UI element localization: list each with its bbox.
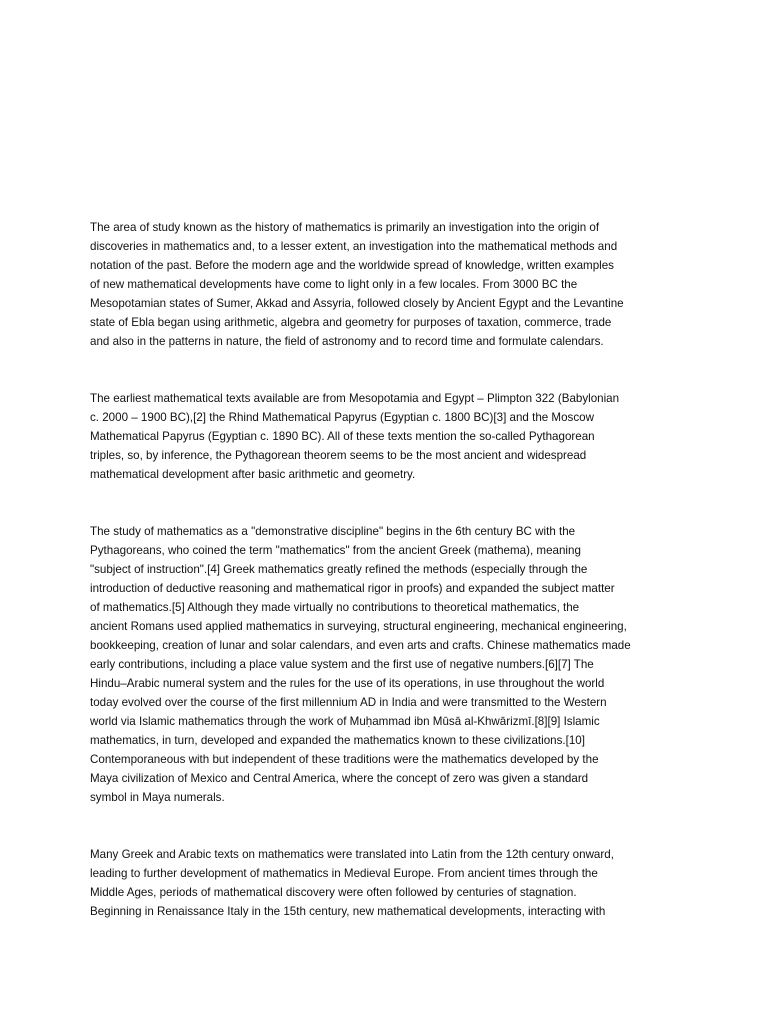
text-line: Maya civilization of Mexico and Central America, where the concept of zero was given a standard [90, 772, 589, 785]
text-line: world via Islamic mathematics through the work of Muḥammad ibn Mūsā al-Khwārizmī.[8][9] Islamic [90, 715, 600, 728]
text-line: Contemporaneous with but independent of these traditions were the mathematics developed by the [90, 753, 599, 766]
text-line: Pythagoreans, who coined the term "mathematics" from the ancient Greek (mathema), meaning [90, 544, 581, 557]
text-line: leading to further development of mathematics in Medieval Europe. From ancient times through the [90, 867, 598, 880]
text-line: Mathematical Papyrus (Egyptian c. 1890 BC). All of these texts mention the so-called Pythagorean [90, 430, 595, 443]
paragraph [90, 218, 680, 351]
text-line: Many Greek and Arabic texts on mathematics were translated into Latin from the 12th century onward, [90, 848, 614, 861]
text-line: notation of the past. Before the modern age and the worldwide spread of knowledge, written examples [90, 259, 614, 272]
text-line: Beginning in Renaissance Italy in the 15th century, new mathematical developments, interacting with [90, 905, 606, 918]
text-line: symbol in Maya numerals. [90, 791, 225, 804]
text-line: discoveries in mathematics and, to a lesser extent, an investigation into the mathematical methods and [90, 240, 618, 253]
text-line: introduction of deductive reasoning and mathematical rigor in proofs) and expanded the subject matter [90, 582, 615, 595]
text-line: The earliest mathematical texts available are from Mesopotamia and Egypt – Plimpton 322 (Babylonian [90, 392, 620, 405]
text-line: mathematical development after basic arithmetic and geometry. [90, 468, 416, 481]
paragraph [90, 845, 680, 921]
text-line: of new mathematical developments have come to light only in a few locales. From 3000 BC the [90, 278, 578, 291]
text-line: of mathematics.[5] Although they made virtually no contributions to theoretical mathematics, the [90, 601, 580, 614]
text-line: triples, so, by inference, the Pythagorean theorem seems to be the most ancient and widespread [90, 449, 587, 462]
text-line: early contributions, including a place value system and the first use of negative numbers.[6][7] The [90, 658, 594, 671]
paragraph [90, 522, 680, 807]
text-line: The study of mathematics as a "demonstrative discipline" begins in the 6th century BC with the [90, 525, 576, 538]
text-line: c. 2000 – 1900 BC),[2] the Rhind Mathematical Papyrus (Egyptian c. 1800 BC)[3] and the Moscow [90, 411, 594, 424]
text-line: The area of study known as the history of mathematics is primarily an investigation into the origin of [90, 221, 600, 234]
document-body [90, 218, 680, 921]
text-line: Mesopotamian states of Sumer, Akkad and Assyria, followed closely by Ancient Egypt and the Levantine [90, 297, 624, 310]
text-line: state of Ebla began using arithmetic, algebra and geometry for purposes of taxation, commerce, trade [90, 316, 612, 329]
text-line: bookkeeping, creation of lunar and solar calendars, and even arts and crafts. Chinese mathematics made [90, 639, 631, 652]
text-line: "subject of instruction".[4] Greek mathematics greatly refined the methods (especially through the [90, 563, 588, 576]
text-line: and also in the patterns in nature, the field of astronomy and to record time and formulate calendars. [90, 335, 604, 348]
text-line: Middle Ages, periods of mathematical discovery were often followed by centuries of stagnation. [90, 886, 577, 899]
paragraph [90, 389, 680, 484]
text-line: today evolved over the course of the first millennium AD in India and were transmitted to the Western [90, 696, 607, 709]
text-line: Hindu–Arabic numeral system and the rules for the use of its operations, in use throughout the world [90, 677, 605, 690]
text-line: mathematics, in turn, developed and expanded the mathematics known to these civilizations.[10] [90, 734, 585, 747]
text-line: ancient Romans used applied mathematics in surveying, structural engineering, mechanical engineering, [90, 620, 627, 633]
